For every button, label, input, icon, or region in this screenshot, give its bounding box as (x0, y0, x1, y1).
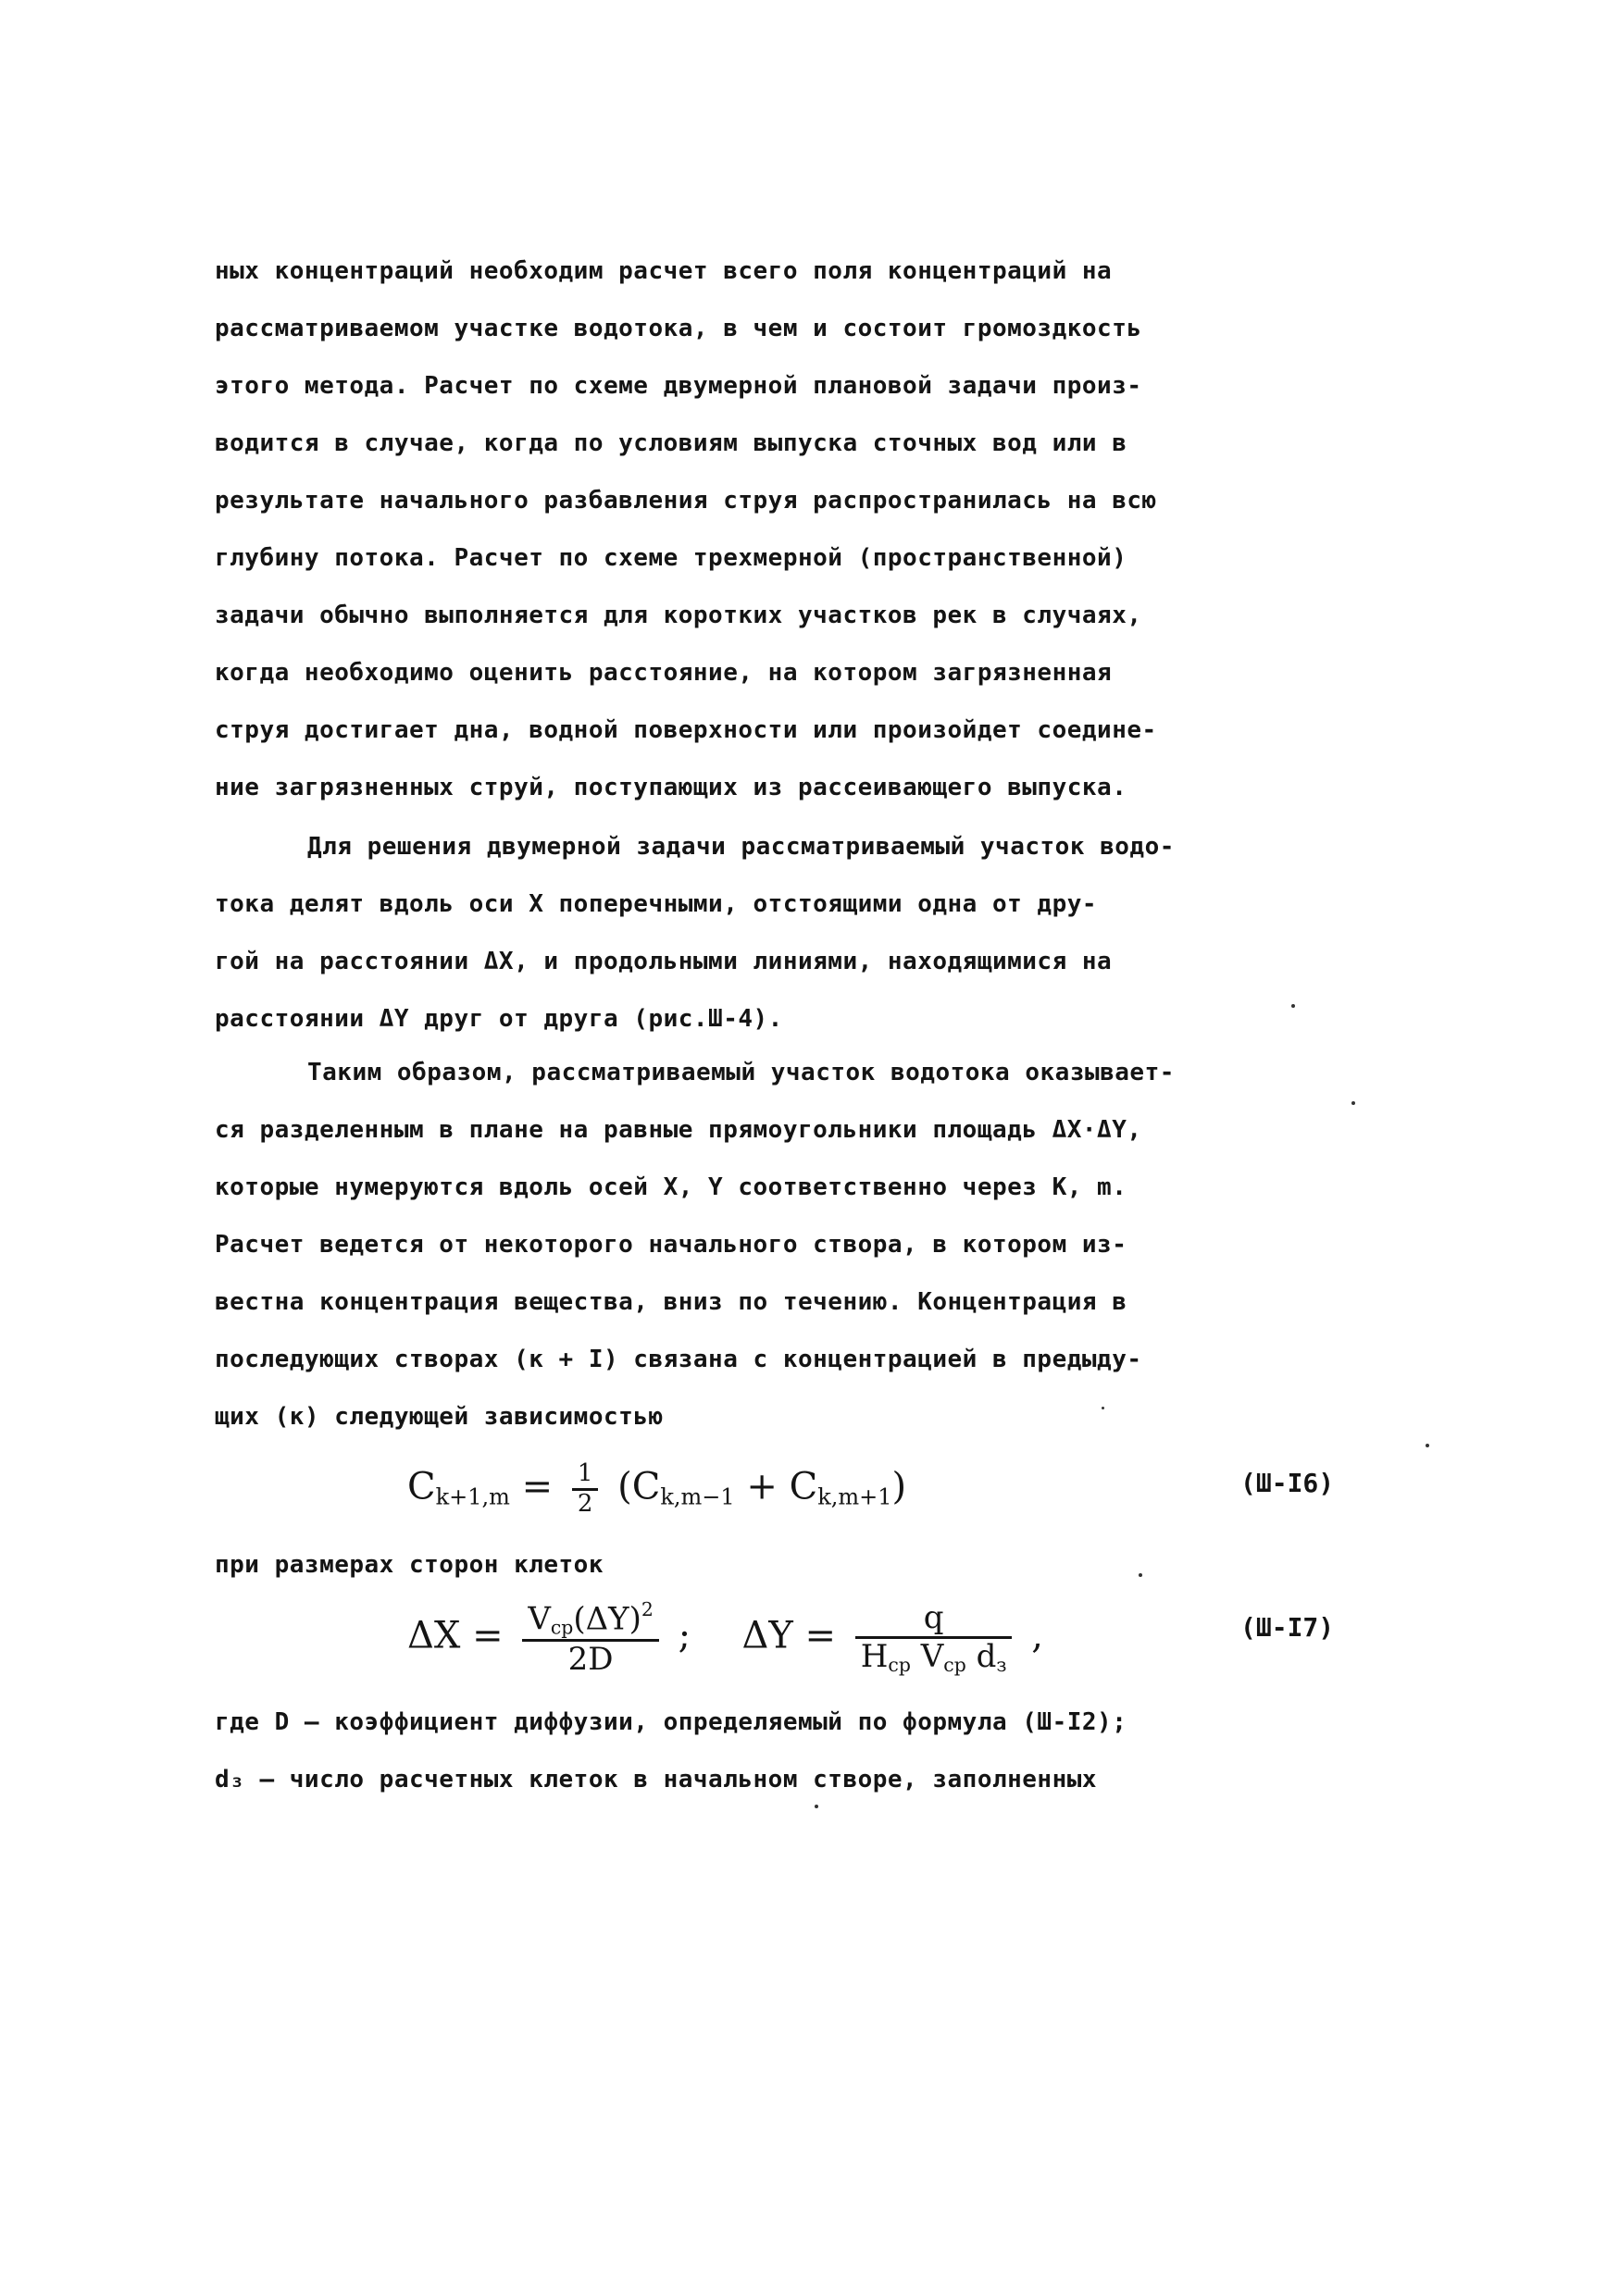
eq17-end: , (1031, 1614, 1043, 1657)
paragraph-3 (215, 1044, 1381, 1446)
scan-speck (1426, 1444, 1429, 1447)
eq17-v2-sub: ср (943, 1654, 966, 1677)
text-line: расстоянии ΔY друг от друга (рис.Ш-4). (215, 1005, 783, 1033)
text-line: вестна концентрация вещества, вниз по течению. Концентрация в (215, 1288, 1127, 1316)
text-line: Для решения двумерной задачи рассматриваемый участок водо- (307, 833, 1175, 861)
eq16-half-den: 2 (577, 1489, 593, 1518)
eq17-v-sub: ср (550, 1616, 574, 1639)
eq17-dx-den: 2D (567, 1640, 614, 1678)
scan-speck (1351, 1101, 1355, 1105)
text-line: последующих створах (к + I) связана с концентрацией в предыду- (215, 1346, 1142, 1373)
text-line: которые нумеруются вдоль осей X, Y соответственно через K, m. (215, 1173, 1127, 1201)
eq17-sep: ; (678, 1614, 691, 1657)
text-line: водится в случае, когда по условиям выпуска сточных вод или в (215, 429, 1127, 457)
scan-speck (1139, 1573, 1142, 1577)
text-line: струя достигает дна, водной поверхности или произойдет соедине- (215, 716, 1157, 744)
text-line: Расчет ведется от некоторого начального створа, в котором из- (215, 1231, 1127, 1259)
paragraph-2 (215, 818, 1381, 1048)
text-line: при размерах сторон клеток (215, 1551, 604, 1579)
equation-17-number: (Ш-I7) (1240, 1612, 1335, 1643)
eq17-h-sub: ср (888, 1654, 911, 1677)
eq16-plus: + C (734, 1465, 818, 1508)
eq17-dx-num (522, 1599, 659, 1642)
eq16-half-num: 1 (572, 1460, 599, 1491)
text-line: Таким образом, рассматриваемый участок водотока оказывает- (307, 1059, 1175, 1086)
eq17-dy-den (855, 1639, 1013, 1677)
eq17-dx-fraction (522, 1599, 659, 1678)
eq17-d: d (976, 1638, 997, 1676)
eq16-t2-sub: k,m+1 (817, 1483, 892, 1510)
eq17-dy-fraction (855, 1600, 1013, 1677)
eq17-sup: 2 (641, 1598, 654, 1620)
text-line: когда необходимо оценить расстояние, на котором загрязненная (215, 659, 1113, 687)
scan-speck (815, 1805, 818, 1808)
paragraph-1 (215, 242, 1381, 816)
paragraph-4 (215, 1536, 1381, 1594)
text-line: задачи обычно выполняется для коротких участков рек в случаях, (215, 602, 1142, 629)
eq17-v2: V (920, 1638, 944, 1676)
text-line: ся разделенным в плане на равные прямоугольники площадь ΔX·ΔY, (215, 1116, 1142, 1144)
eq17-h: H (860, 1638, 889, 1676)
eq16-lhs-sub: k+1,m (435, 1483, 510, 1510)
text-line: ных концентраций необходим расчет всего поля концентраций на (215, 257, 1113, 285)
text-line: где D – коэффициент диффузии, определяемый по формула (Ш-I2); (215, 1708, 1127, 1736)
eq16-equals: = (521, 1465, 554, 1508)
text-line: гой на расстоянии ΔX, и продольными линиями, находящимися на (215, 948, 1113, 975)
text-line: щих (к) следующей зависимостью (215, 1403, 664, 1431)
text-line: ние загрязненных струй, поступающих из рассеивающего выпуска. (215, 774, 1127, 801)
paragraph-5 (215, 1694, 1381, 1808)
scan-speck (1291, 1004, 1295, 1008)
text-line: результате начального разбавления струя распространилась на всю (215, 487, 1157, 515)
eq16-lhs: C (407, 1465, 436, 1508)
equation-17 (407, 1599, 1043, 1678)
text-line: тока делят вдоль оси X поперечными, отстоящими одна от дру- (215, 890, 1098, 918)
text-line: d₃ – число расчетных клеток в начальном створе, заполненных (215, 1766, 1098, 1793)
eq16-open: (C (617, 1465, 661, 1508)
eq17-dy-num: q (855, 1600, 1013, 1639)
equation-16-number: (Ш-I6) (1240, 1468, 1335, 1498)
eq16-close: ) (891, 1465, 907, 1508)
eq16-half (572, 1460, 599, 1519)
eq17-dy: ΔY = (741, 1614, 837, 1657)
text-line: этого метода. Расчет по схеме двумерной плановой задачи произ- (215, 372, 1142, 400)
text-line: рассматриваемом участке водотока, в чем и состоит громоздкость (215, 315, 1142, 342)
eq16-t1-sub: k,m−1 (660, 1483, 735, 1510)
eq17-dy-paren: (ΔY) (573, 1600, 641, 1638)
equation-16 (407, 1460, 906, 1519)
eq17-dx: ΔX = (407, 1614, 504, 1657)
text-line: глубину потока. Расчет по схеме трехмерной (пространственной) (215, 544, 1127, 572)
eq17-d-sub: з (996, 1654, 1007, 1677)
scan-speck (1102, 1407, 1104, 1409)
eq17-v: V (528, 1600, 551, 1638)
